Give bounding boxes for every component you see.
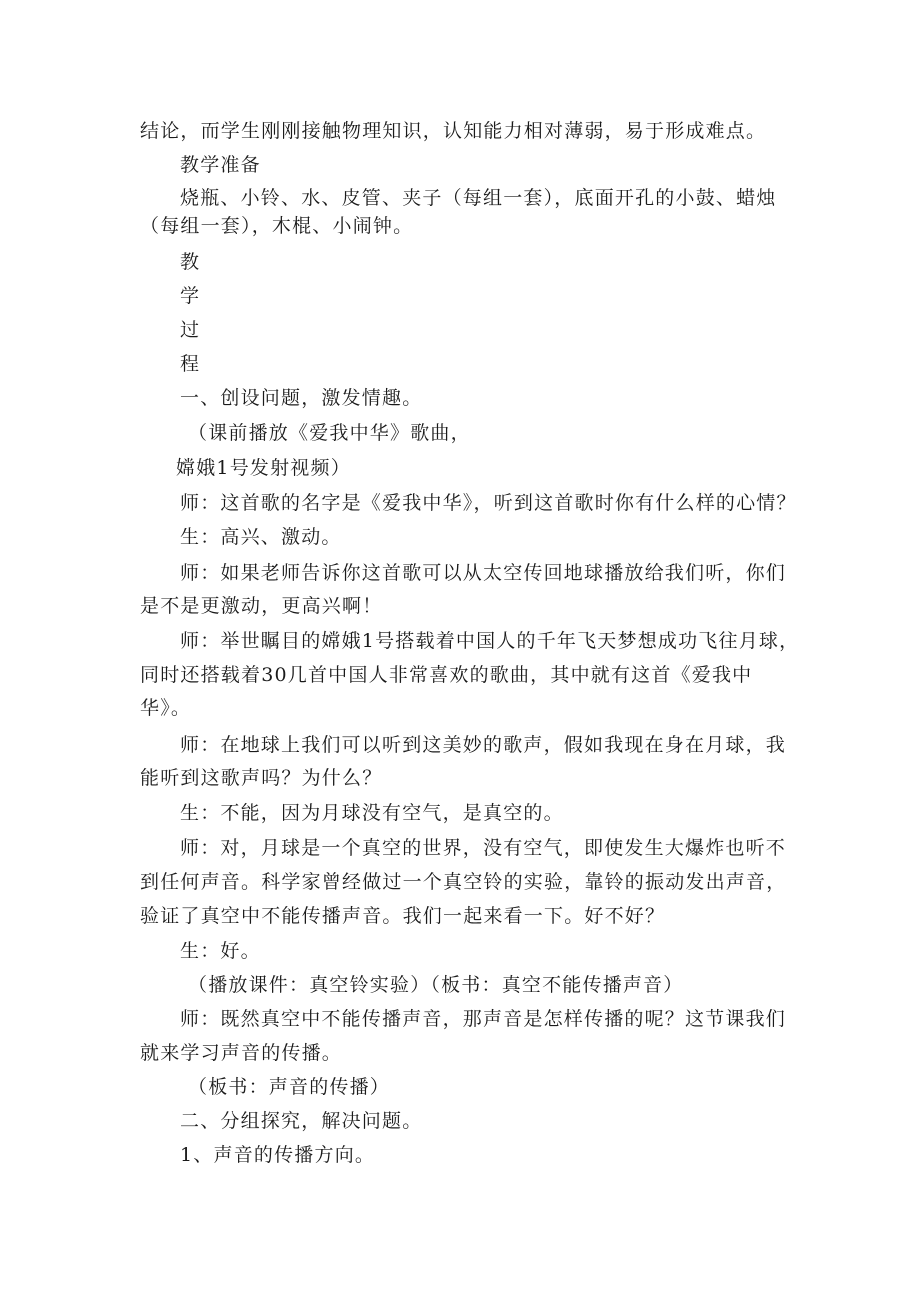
section-heading: 二、分组探究，解决问题。 [180, 1110, 423, 1132]
section-heading-char: 程 [180, 353, 201, 375]
section-heading-char: 教 [180, 251, 201, 273]
dialogue-line: 师：既然真空中不能传播声音，那声音是怎样传播的呢？这节课我们 [180, 1008, 787, 1030]
text-line: 就来学习声音的传播。 [140, 1042, 343, 1064]
text-line: 嫦娥1号发射视频） [176, 457, 351, 479]
text-line: 验证了真空中不能传播声音。我们一起来看一下。好不好？ [140, 905, 666, 927]
text-line: 能听到这歌声吗？为什么？ [140, 767, 383, 789]
dialogue-line: 生：不能，因为月球没有空气，是真空的。 [180, 802, 564, 824]
dialogue-line: 师：举世瞩目的嫦娥1号搭载着中国人的千年飞天梦想成功飞往月球， [180, 630, 800, 652]
text-line: 是不是更激动，更高兴啊！ [140, 595, 383, 617]
dialogue-line: 师：在地球上我们可以听到这美妙的歌声，假如我现在身在月球，我 [180, 734, 787, 756]
section-heading-char: 学 [180, 285, 201, 307]
text-line: 到任何声音。科学家曾经做过一个真空铃的实验，靠铃的振动发出声音， [140, 871, 787, 893]
text-line: （播放课件：真空铃实验）（板书：真空不能传播声音） [188, 974, 684, 996]
text-line: 同时还搭载着30几首中国人非常喜欢的歌曲，其中就有这首《爱我中 [140, 664, 753, 686]
text-line: 华》。 [140, 697, 192, 719]
text-line: 结论，而学生刚刚接触物理知识，认知能力相对薄弱，易于形成难点。 [140, 120, 767, 142]
section-heading: 教学准备 [180, 154, 261, 176]
section-heading-char: 过 [180, 319, 201, 341]
dialogue-line: 师：这首歌的名字是《爱我中华》，听到这首歌时你有什么样的心情？ [180, 492, 797, 514]
text-line: 烧瓶、小铃、水、皮管、夹子（每组一套），底面开孔的小鼓、蜡烛 [180, 187, 777, 209]
dialogue-line: 生：高兴、激动。 [180, 526, 342, 548]
text-line: （课前播放《爱我中华》歌曲， [188, 422, 471, 444]
section-heading: 一、创设问题，激发情趣。 [180, 387, 423, 409]
dialogue-line: 师：对，月球是一个真空的世界，没有空气，即使发生大爆炸也听不 [180, 837, 787, 859]
text-line: （板书：声音的传播） [188, 1076, 391, 1098]
text-line: （每组一套），木棍、小闹钟。 [140, 215, 414, 237]
dialogue-line: 师：如果老师告诉你这首歌可以从太空传回地球播放给我们听，你们 [180, 562, 787, 584]
subsection-heading: 1、声音的传播方向。 [180, 1144, 376, 1166]
dialogue-line: 生：好。 [180, 940, 261, 962]
